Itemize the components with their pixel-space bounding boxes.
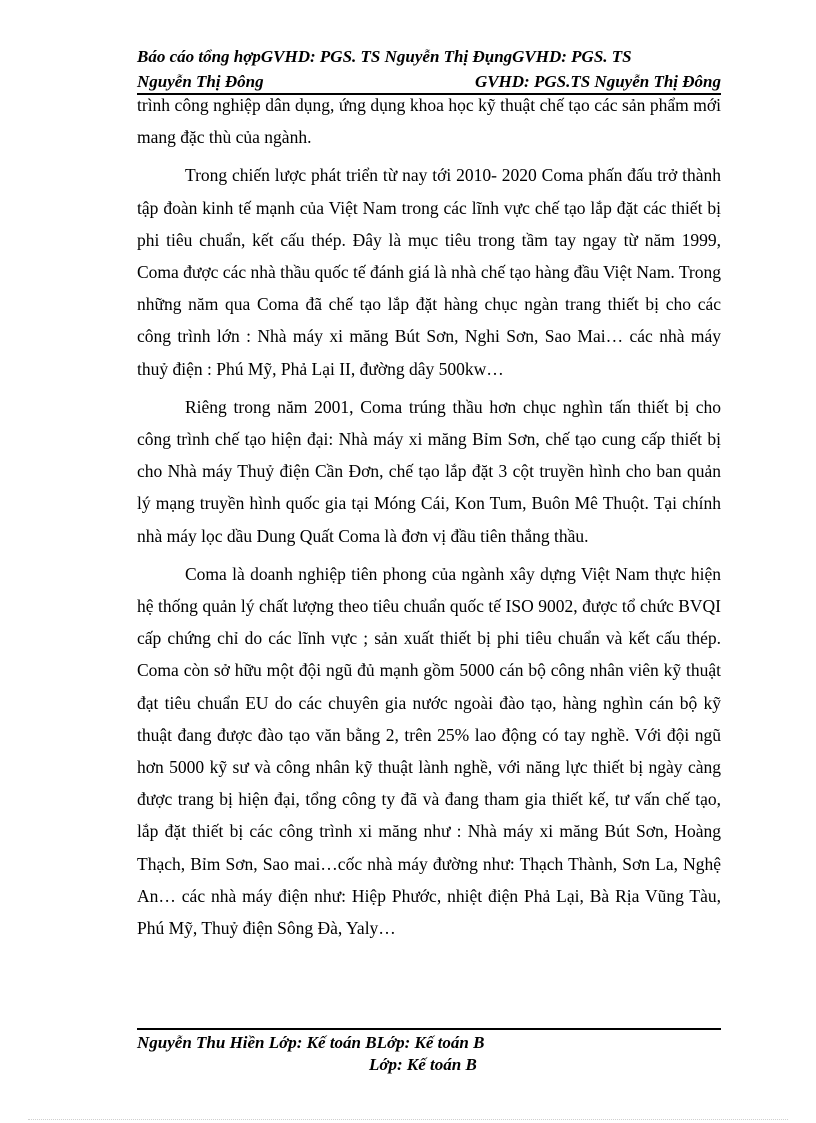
document-body (137, 89, 721, 950)
page-header (137, 44, 721, 94)
paragraph-2001: Riêng trong năm 2001, Coma trúng thầu hơn chục nghìn tấn thiết bị cho công trình chế tạo hiện đại: Nhà máy xi măng Bỉm Sơn, chế tạo cung cấp thiết bị cho Nhà máy Thuỷ điện Cần Đơn, chế tạo lắp đặt 3 cột truyền hình cho ban quản lý mạng truyền hình quốc gia tại Móng Cái, Kon Tum, Buôn Mê Thuột. Tại chính nhà máy lọc dầu Dung Quất Coma là đơn vị đầu tiên thắng thầu. (137, 396, 721, 546)
footer-line-2: Lớp: Kế toán B (369, 1055, 477, 1074)
header-author: Nguyễn Thị Đông (137, 72, 264, 91)
header-line-1: Báo cáo tổng hợpGVHD: PGS. TS Nguyễn Thị ĐụngGVHD: PGS. TS (137, 47, 632, 66)
header-advisor: GVHD: PGS.TS Nguyễn Thị Đông (474, 72, 721, 91)
paragraph-continuation: trình công nghiệp dân dụng, ứng dụng khoa học kỹ thuật chế tạo các sản phẩm mới mang đặc thù của ngành. (137, 95, 721, 148)
page-bottom-border (28, 1119, 788, 1120)
page-footer (137, 1032, 721, 1076)
footer-line-1: Nguyễn Thu Hiền Lớp: Kế toán BLớp: Kế toán B (137, 1033, 485, 1052)
paragraph-strategy: Trong chiến lược phát triển từ nay tới 2010- 2020 Coma phấn đấu trở thành tập đoàn kinh tế mạnh của Việt Nam trong các lĩnh vực chế tạo lắp đặt các thiết bị phi tiêu chuẩn, kết cấu thép. Đây là mục tiêu trong tầm tay ngay từ năm 1999, Coma được các nhà thầu quốc tế đánh giá là nhà chế tạo hàng đầu Việt Nam. Trong những năm qua Coma đã chế tạo lắp đặt hàng chục ngàn trang thiết bị cho các công trình lớn : Nhà máy xi măng Bút Sơn, Nghi Sơn, Sao Mai… các nhà máy thuỷ điện : Phú Mỹ, Phả Lại II, đường dây 500kw… (137, 165, 722, 379)
paragraph-quality: Coma là doanh nghiệp tiên phong của ngành xây dựng Việt Nam thực hiện hệ thống quản lý chất lượng theo tiêu chuẩn quốc tế ISO 9002, được tổ chức BVQI cấp chứng chỉ do các lĩnh vực ; sản xuất thiết bị phi tiêu chuẩn và kết cấu thép. Coma còn sở hữu một đội ngũ đủ mạnh gồm 5000 cán bộ công nhân viên kỹ thuật đạt tiêu chuẩn EU do các chuyên gia nước ngoài đào tạo, hàng nghìn cán bộ kỹ thuật đang được đào tạo văn bằng 2, trên 25% lao động có tay nghề. Với đội ngũ hơn 5000 kỹ sư và công nhân kỹ thuật lành nghề, với năng lực thiết bị ngày càng được trang bị hiện đại, tổng công ty đã và đang tham gia thiết kế, tư vấn chế tạo, lắp đặt thiết bị các công trình xi măng như : Nhà máy xi măng Bút Sơn, Hoàng Thạch, Bỉm Sơn, Sao mai…cốc nhà máy đường như: Thạch Thành, Sơn La, Nghệ An… các nhà máy điện như: Hiệp Phước, nhiệt điện Phả Lại, Bà Rịa Vũng Tàu, Phú Mỹ, Thuỷ điện Sông Đà, Yaly… (137, 563, 721, 939)
footer-divider (137, 1028, 721, 1030)
